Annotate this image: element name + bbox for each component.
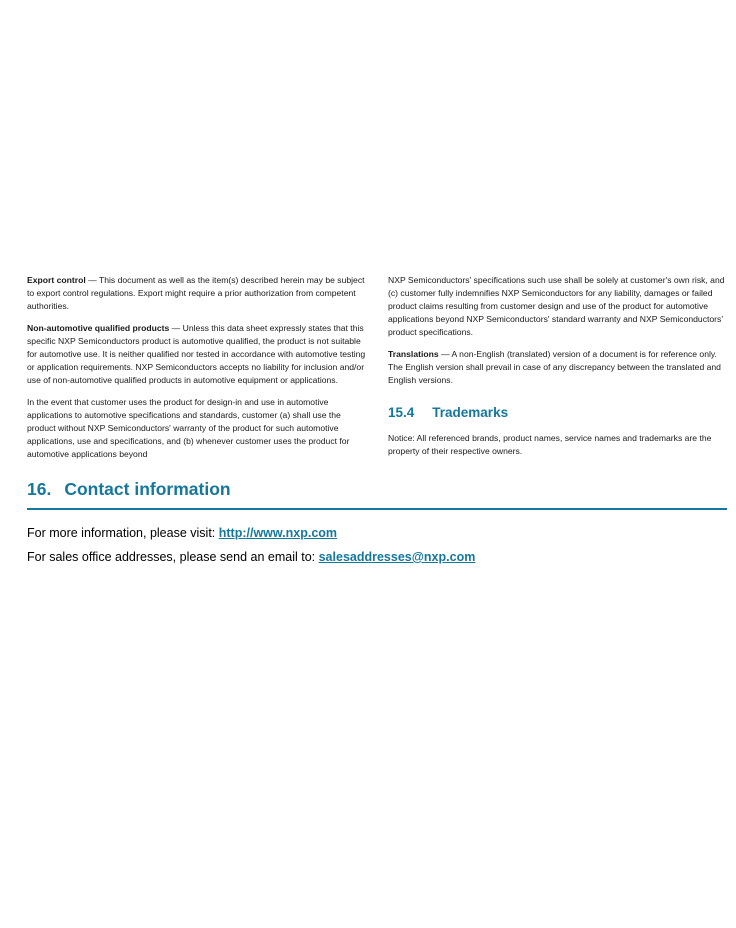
legal-paragraph: [27, 322, 367, 387]
sales-email-link[interactable]: salesaddresses@nxp.com: [318, 550, 476, 564]
contact-sales-line: [27, 545, 727, 569]
contact-heading-number: 16.: [27, 479, 52, 499]
legal-text: — Unless this data sheet expressly states that this specific NXP Semiconductors product is automotive qualified, the product is not suitable for automotive use. It is neither qualified nor tested in accordance with automotive testing or application requirements. NXP Semiconductors accepts no liability for inclusion and/or use of non-automotive qualified products in automotive equipment or applications.: [27, 323, 366, 385]
legal-term: Non-automotive qualified products: [27, 323, 170, 333]
legal-column-left: [27, 274, 367, 470]
legal-paragraph: [27, 274, 367, 313]
trademarks-heading: [388, 405, 728, 421]
legal-term: Export control: [27, 275, 86, 285]
contact-info-text: For more information, please visit:: [27, 526, 219, 540]
contact-info-line: [27, 521, 727, 545]
contact-section-header: [27, 479, 727, 510]
nxp-website-link[interactable]: http://www.nxp.com: [218, 526, 338, 540]
contact-info: [27, 521, 727, 569]
legal-column-right: [388, 274, 728, 467]
trademarks-heading-number: 15.4: [388, 405, 415, 420]
contact-heading-title: Contact information: [64, 479, 231, 499]
contact-sales-text: For sales office addresses, please send an email to:: [27, 550, 319, 564]
trademarks-notice: Notice: All referenced brands, product names, service names and trademarks are the property of their respective owners.: [388, 433, 712, 456]
legal-text: In the event that customer uses the product for design-in and use in automotive applications to automotive specifications and standards, customer (a) shall use the product without NXP Semiconductors' warranty of the product for such automotive applications, use and specifications, and (b) whenever customer uses the product for automotive applications beyond: [27, 397, 350, 459]
contact-heading: [27, 479, 727, 499]
legal-paragraph: [388, 348, 728, 387]
legal-paragraph: [27, 396, 367, 461]
legal-text: — This document as well as the item(s) described herein may be subject to export control regulations. Export might require a prior authorization from competent authorities.: [27, 275, 365, 311]
trademarks-heading-title: Trademarks: [432, 405, 509, 420]
legal-term: Translations: [388, 349, 439, 359]
legal-paragraph: [388, 274, 728, 339]
legal-text: — A non-English (translated) version of a document is for reference only. The English version shall prevail in case of any discrepancy between the translated and English versions.: [388, 349, 721, 385]
legal-text: NXP Semiconductors' specifications such use shall be solely at customer's own risk, and (c) customer fully indemnifies NXP Semiconductors for any liability, damages or failed product claims resulting from customer design and use of the product for automotive applications beyond NXP Semiconductors' standard warranty and NXP Semiconductors' product specifications.: [388, 275, 725, 337]
